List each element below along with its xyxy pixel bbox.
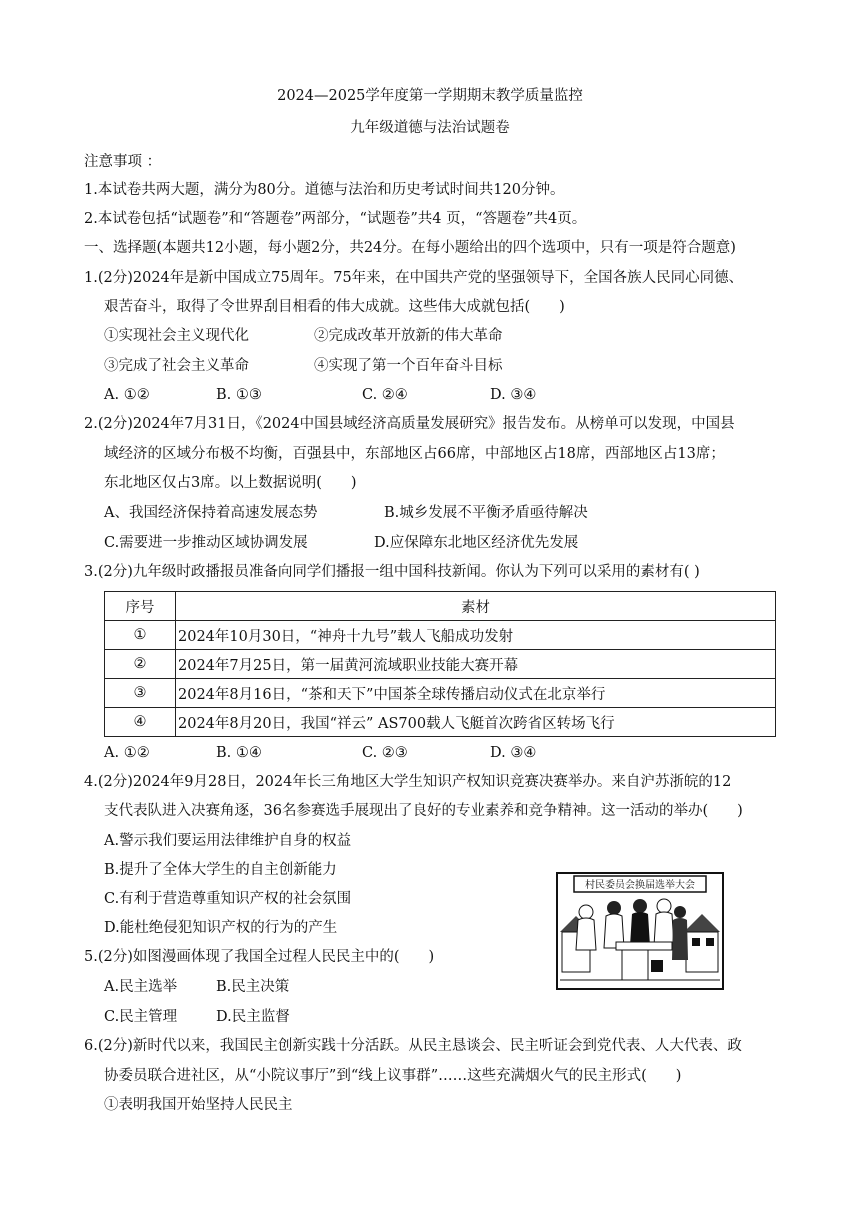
cartoon-banner-text: 村民委员会换届选举大会 bbox=[585, 880, 695, 891]
q4-option-a: A.警示我们要运用法律维护自身的权益 bbox=[104, 833, 352, 849]
q3-option-c: C. ②③ bbox=[362, 745, 408, 761]
table-row bbox=[105, 679, 776, 708]
q1-stem-line2: 艰苦奋斗，取得了令世界刮目相看的伟大成就。这些伟大成就包括( ) bbox=[104, 299, 565, 315]
q4-stem-line1: 4.(2分)2024年9月28日，2024年长三角地区大学生知识产权知识竞赛决赛举办。来自沪苏浙皖的12 bbox=[84, 774, 732, 790]
table-row bbox=[105, 708, 776, 737]
q1-statement-2: ②完成改革开放新的伟大革命 bbox=[314, 328, 503, 344]
note-item-2: 2.本试卷包括“试题卷”和“答题卷”两部分，“试题卷”共4 页，“答题卷”共4页。 bbox=[84, 211, 587, 227]
row-number: ④ bbox=[105, 708, 176, 737]
q2-option-d: D.应保障东北地区经济优先发展 bbox=[374, 535, 579, 551]
q1-option-a: A. ①② bbox=[104, 387, 150, 403]
q2-option-a: A、我国经济保持着高速发展态势 bbox=[104, 505, 318, 521]
q1-statement-3: ③完成了社会主义革命 bbox=[104, 358, 249, 374]
q2-option-b: B.城乡发展不平衡矛盾亟待解决 bbox=[384, 505, 588, 521]
q3-stem: 3.(2分)九年级时政播报员准备向同学们播报一组中国科技新闻。你认为下列可以采用的素材有( ) bbox=[84, 564, 700, 580]
table-row bbox=[105, 650, 776, 679]
table-header-row bbox=[105, 592, 776, 621]
q1-statement-1: ①实现社会主义现代化 bbox=[104, 328, 249, 344]
q5-option-d: D.民主监督 bbox=[216, 1009, 290, 1025]
row-number: ① bbox=[105, 621, 176, 650]
q5-option-b: B.民主决策 bbox=[216, 979, 290, 995]
row-number: ② bbox=[105, 650, 176, 679]
q3-option-a: A. ①② bbox=[104, 745, 150, 761]
row-material: 2024年8月16日，“茶和天下”中国茶全球传播启动仪式在北京举行 bbox=[176, 679, 776, 708]
table-row bbox=[105, 621, 776, 650]
q2-stem-line2: 域经济的区域分布极不均衡，百强县中，东部地区占66席，中部地区占18席，西部地区占13席； bbox=[104, 446, 725, 462]
q2-option-c: C.需要进一步推动区域协调发展 bbox=[104, 535, 308, 551]
q3-option-b: B. ①④ bbox=[216, 745, 262, 761]
q5-option-c: C.民主管理 bbox=[104, 1009, 178, 1025]
q5-option-a: A.民主选举 bbox=[104, 979, 178, 995]
q2-stem-line1: 2.(2分)2024年7月31日，《2024中国县域经济高质量发展研究》报告发布。从榜单可以发现，中国县 bbox=[84, 416, 735, 432]
q1-stem-line1: 1.(2分)2024年是新中国成立75周年。75年来，在中国共产党的坚强领导下，全国各族人民同心同德、 bbox=[84, 270, 744, 286]
notes-heading: 注意事项 ： bbox=[84, 154, 162, 170]
q4-option-b: B.提升了全体大学生的自主创新能力 bbox=[104, 862, 337, 878]
row-number: ③ bbox=[105, 679, 176, 708]
q6-stem-line1: 6.(2分)新时代以来，我国民主创新实践十分活跃。从民主恳谈会、民主听证会到党代表、人大代表、政 bbox=[84, 1038, 742, 1054]
row-material: 2024年10月30日，“神舟十九号”载人飞船成功发射 bbox=[176, 621, 776, 650]
q6-stem-line2: 协委员联合进社区，从“小院议事厅”到“线上议事群”……这些充满烟火气的民主形式( ) bbox=[104, 1068, 682, 1084]
q1-statement-4: ④实现了第一个百年奋斗目标 bbox=[314, 358, 503, 374]
q2-stem-line3: 东北地区仅占3席。以上数据说明( ) bbox=[104, 475, 357, 491]
exam-subtitle: 九年级道德与法治试题卷 bbox=[350, 120, 510, 136]
q4-option-d: D.能杜绝侵犯知识产权的行为的产生 bbox=[104, 920, 338, 936]
q4-option-c: C.有利于营造尊重知识产权的社会氛围 bbox=[104, 891, 352, 907]
q3-material-table bbox=[104, 591, 776, 737]
q6-statement-1: ①表明我国开始坚持人民民主 bbox=[104, 1097, 293, 1113]
q1-option-d: D. ③④ bbox=[490, 387, 537, 403]
q1-option-c: C. ②④ bbox=[362, 387, 408, 403]
q3-option-d: D. ③④ bbox=[490, 745, 537, 761]
note-item-1: 1.本试卷共两大题，满分为80分。道德与法治和历史考试时间共120分钟。 bbox=[84, 182, 565, 198]
q5-stem: 5.(2分)如图漫画体现了我国全过程人民民主中的( ) bbox=[84, 949, 435, 965]
row-material: 2024年8月20日，我国“祥云” AS700载人飞艇首次跨省区转场飞行 bbox=[176, 708, 776, 737]
col-header-material: 素材 bbox=[176, 592, 776, 621]
q4-stem-line2: 支代表队进入决赛角逐，36名参赛选手展现出了良好的专业素养和竞争精神。这一活动的举办( ) bbox=[104, 803, 743, 819]
q1-option-b: B. ①③ bbox=[216, 387, 262, 403]
election-cartoon-image bbox=[556, 872, 724, 990]
col-header-number: 序号 bbox=[105, 592, 176, 621]
section-heading: 一、选择题(本题共12小题，每小题2分，共24分。在每小题给出的四个选项中，只有一项是符合题意) bbox=[84, 240, 736, 256]
row-material: 2024年7月25日，第一届黄河流域职业技能大赛开幕 bbox=[176, 650, 776, 679]
exam-title: 2024—2025学年度第一学期期末教学质量监控 bbox=[277, 88, 583, 104]
